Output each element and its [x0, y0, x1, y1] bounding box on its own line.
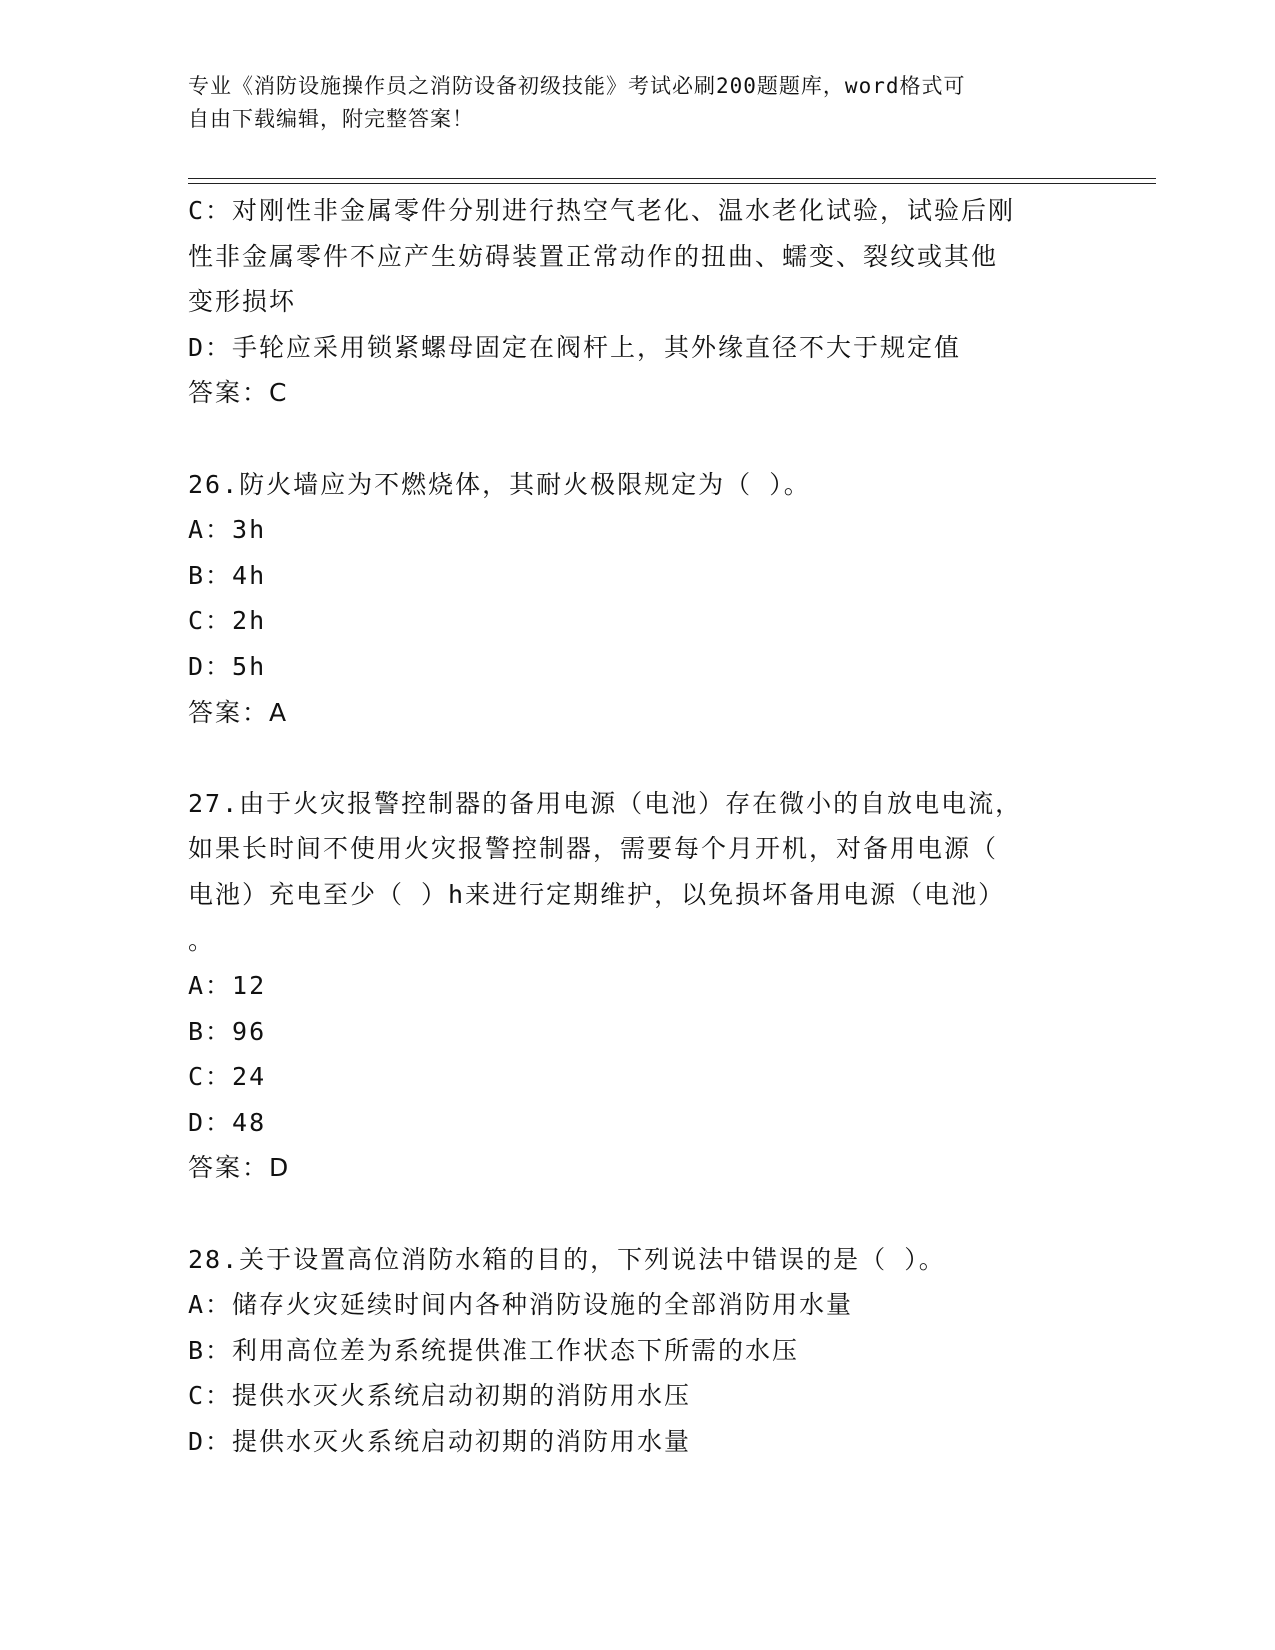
option-line: B：利用高位差为系统提供准工作状态下所需的水压 — [188, 1335, 800, 1365]
answer-line: 答案：C — [188, 378, 289, 408]
question-28 — [188, 1237, 1088, 1465]
question-stem: 。 — [188, 925, 216, 955]
header-divider — [188, 178, 1156, 179]
answer-line: 答案：A — [188, 697, 289, 727]
question-27 — [188, 781, 1088, 1191]
option-line: C：对刚性非金属零件分别进行热空气老化、温水老化试验，试验后刚 — [188, 196, 1016, 225]
document-header — [188, 70, 1068, 136]
option-line: C：2h — [188, 606, 267, 636]
option-line: D：提供水灭火系统启动初期的消防用水量 — [188, 1427, 692, 1457]
header-line: 自由下载编辑，附完整答案！ — [188, 107, 474, 131]
previous-question-tail — [188, 188, 1088, 416]
option-line: 变形损坏 — [188, 287, 297, 317]
question-stem: 如果长时间不使用火灾报警控制器，需要每个月开机，对备用电源（ — [188, 834, 999, 864]
option-line: A：3h — [188, 515, 267, 545]
option-line: B：96 — [188, 1016, 267, 1046]
option-line: C：提供水灭火系统启动初期的消防用水压 — [188, 1381, 692, 1411]
answer-line: 答案：D — [188, 1153, 291, 1183]
option-line: D：手轮应采用锁紧螺母固定在阀杆上，其外缘直径不大于规定值 — [188, 332, 962, 362]
header-line: 专业《消防设施操作员之消防设备初级技能》考试必刷200题题库，word格式可 — [188, 74, 966, 98]
question-stem: 27.由于火灾报警控制器的备用电源（电池）存在微小的自放电电流， — [188, 788, 1023, 818]
question-26 — [188, 462, 1088, 736]
option-line: B：4h — [188, 560, 267, 590]
question-list — [188, 188, 1088, 1465]
question-stem: 26.防火墙应为不燃烧体，其耐火极限规定为（ ）。 — [188, 469, 811, 499]
option-line: C：24 — [188, 1062, 267, 1092]
option-line: A：储存火灾延续时间内各种消防设施的全部消防用水量 — [188, 1290, 854, 1320]
header-divider — [188, 183, 1156, 184]
option-line: D：48 — [188, 1107, 267, 1137]
option-line: D：5h — [188, 651, 267, 681]
question-stem: 28.关于设置高位消防水箱的目的，下列说法中错误的是（ ）。 — [188, 1244, 946, 1274]
question-stem: 电池）充电至少（ ）h来进行定期维护，以免损坏备用电源（电池） — [188, 879, 1006, 909]
option-line: 性非金属零件不应产生妨碍装置正常动作的扭曲、蠕变、裂纹或其他 — [188, 241, 999, 271]
option-line: A：12 — [188, 971, 267, 1001]
